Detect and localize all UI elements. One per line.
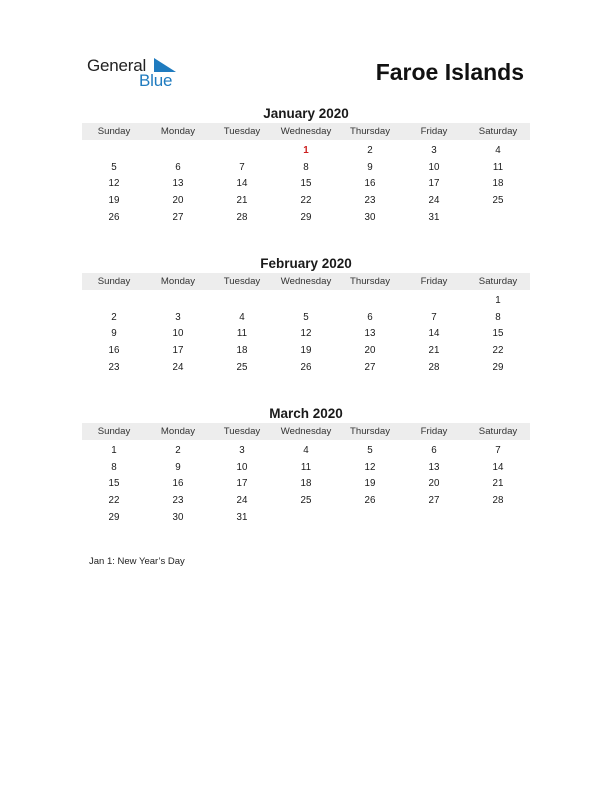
week-row: [82, 159, 530, 176]
day-cell: 1: [495, 294, 501, 306]
weekday-label: Friday: [420, 126, 448, 137]
week-row: [82, 459, 530, 476]
day-cell: 17: [428, 178, 440, 190]
day-cell: 27: [428, 494, 440, 506]
day-cell: 21: [492, 478, 504, 490]
week-row: [82, 509, 530, 526]
day-cell: 30: [172, 511, 184, 523]
week-row: [82, 359, 530, 376]
weekday-label: Sunday: [97, 126, 131, 137]
weekday-label: Friday: [420, 426, 448, 437]
day-cell: 4: [239, 311, 245, 323]
day-cell: 7: [495, 444, 501, 456]
day-cell: 6: [367, 311, 373, 323]
day-cell: 7: [431, 311, 437, 323]
month-february: [82, 256, 530, 375]
day-cell: 10: [172, 328, 184, 340]
weekday-label: Friday: [420, 276, 448, 287]
day-cell: 14: [236, 178, 248, 190]
day-cell: 22: [108, 494, 120, 506]
day-cell: 8: [495, 311, 501, 323]
month-title: January 2020: [263, 106, 349, 121]
day-cell: 21: [428, 344, 440, 356]
day-cell: 26: [300, 361, 312, 373]
weekday-label: Tuesday: [223, 276, 261, 287]
brand-logo: [87, 56, 187, 92]
weekday-label: Wednesday: [280, 126, 332, 137]
day-cell: 19: [108, 194, 120, 206]
day-cell: 8: [111, 461, 117, 473]
day-cell: 17: [172, 344, 184, 356]
week-row: [82, 475, 530, 492]
day-cell: 15: [492, 328, 504, 340]
logo-text-blue: Blue: [139, 71, 173, 90]
day-cell: 12: [364, 461, 376, 473]
weekday-label: Monday: [160, 126, 196, 137]
week-row: [82, 309, 530, 326]
day-cell: 26: [108, 211, 120, 223]
week-row: [82, 175, 530, 192]
day-cell: 25: [236, 361, 248, 373]
day-cell: 26: [364, 494, 376, 506]
day-cell: 5: [367, 444, 373, 456]
country-title: Faroe Islands: [375, 59, 524, 85]
weekday-label: Saturday: [478, 126, 518, 137]
day-cell: 28: [236, 211, 248, 223]
weekday-label: Thursday: [350, 276, 390, 287]
day-cell: 1: [111, 444, 117, 456]
day-cell: 10: [428, 161, 440, 173]
logo-triangle-icon: [154, 58, 176, 72]
month-march: [82, 406, 530, 525]
week-row: [82, 142, 530, 159]
weekday-header: [82, 123, 530, 140]
day-cell: 13: [364, 328, 376, 340]
day-cell: 8: [303, 161, 309, 173]
day-cell: 6: [431, 444, 437, 456]
weekday-label: Saturday: [478, 426, 518, 437]
week-row: [82, 442, 530, 459]
day-cell: 19: [364, 478, 376, 490]
day-cell: 12: [108, 178, 120, 190]
weekday-label: Sunday: [97, 426, 131, 437]
weekday-label: Sunday: [97, 276, 131, 287]
day-cell: 24: [428, 194, 440, 206]
weekday-label: Wednesday: [280, 276, 332, 287]
weekday-label: Monday: [160, 276, 196, 287]
day-cell: 27: [172, 211, 184, 223]
weekday-label: Wednesday: [280, 426, 332, 437]
day-cell: 18: [492, 178, 504, 190]
day-cell: 9: [175, 461, 181, 473]
day-cell: 22: [300, 194, 312, 206]
week-list: [82, 440, 530, 525]
weekday-label: Tuesday: [223, 126, 261, 137]
weekday-label: Tuesday: [223, 426, 261, 437]
day-cell: 30: [364, 211, 376, 223]
weekday-label: Thursday: [350, 426, 390, 437]
day-cell: 23: [364, 194, 376, 206]
holiday-note: Jan 1: New Year’s Day: [89, 556, 185, 567]
day-cell: 13: [172, 178, 184, 190]
day-cell: 27: [364, 361, 376, 373]
day-cell: 25: [300, 494, 312, 506]
day-cell: 5: [303, 311, 309, 323]
day-cell: 9: [111, 328, 117, 340]
day-cell: 21: [236, 194, 248, 206]
weekday-header: [82, 423, 530, 440]
day-cell: 18: [300, 478, 312, 490]
day-cell: 4: [303, 444, 309, 456]
logo-text-general: General: [87, 56, 147, 75]
day-cell: 11: [236, 328, 248, 340]
day-cell: 3: [431, 144, 437, 156]
week-row: [82, 209, 530, 226]
day-cell: 29: [108, 511, 120, 523]
day-cell: 3: [239, 444, 245, 456]
day-cell: 20: [364, 344, 376, 356]
day-cell: 11: [492, 161, 504, 173]
weekday-header: [82, 273, 530, 290]
day-cell: 28: [492, 494, 504, 506]
day-cell: 16: [108, 344, 120, 356]
day-cell: 15: [108, 478, 120, 490]
weekday-label: Saturday: [478, 276, 518, 287]
week-row: [82, 192, 530, 209]
day-cell: 20: [428, 478, 440, 490]
day-cell: 29: [492, 361, 504, 373]
holiday-notes: [89, 556, 185, 567]
weekday-label: Thursday: [350, 126, 390, 137]
month-title: February 2020: [260, 256, 352, 271]
week-row: [82, 342, 530, 359]
day-cell: 20: [172, 194, 184, 206]
day-cell: 14: [492, 461, 504, 473]
day-cell: 31: [236, 511, 248, 523]
day-cell: 16: [364, 178, 376, 190]
day-cell: 4: [495, 144, 501, 156]
day-cell: 25: [492, 194, 504, 206]
day-cell: 13: [428, 461, 440, 473]
week-row: [82, 325, 530, 342]
day-cell: 24: [172, 361, 184, 373]
day-cell: 16: [172, 478, 184, 490]
day-cell: 1: [303, 144, 309, 156]
month-title: March 2020: [269, 406, 343, 421]
day-cell: 17: [236, 478, 248, 490]
day-cell: 12: [300, 328, 312, 340]
day-cell: 18: [236, 344, 248, 356]
day-cell: 2: [367, 144, 373, 156]
week-list: [82, 290, 530, 375]
week-row: [82, 292, 530, 309]
day-cell: 24: [236, 494, 248, 506]
week-list: [82, 140, 530, 225]
day-cell: 28: [428, 361, 440, 373]
month-january: [82, 106, 530, 225]
day-cell: 31: [428, 211, 440, 223]
day-cell: 23: [172, 494, 184, 506]
week-row: [82, 492, 530, 509]
day-cell: 22: [492, 344, 504, 356]
day-cell: 5: [111, 161, 117, 173]
day-cell: 19: [300, 344, 312, 356]
day-cell: 14: [428, 328, 440, 340]
day-cell: 11: [300, 461, 312, 473]
day-cell: 23: [108, 361, 120, 373]
day-cell: 29: [300, 211, 312, 223]
day-cell: 3: [175, 311, 181, 323]
day-cell: 6: [175, 161, 181, 173]
weekday-label: Monday: [160, 426, 196, 437]
day-cell: 10: [236, 461, 248, 473]
day-cell: 2: [175, 444, 181, 456]
day-cell: 2: [111, 311, 117, 323]
day-cell: 7: [239, 161, 245, 173]
day-cell: 9: [367, 161, 373, 173]
day-cell: 15: [300, 178, 312, 190]
